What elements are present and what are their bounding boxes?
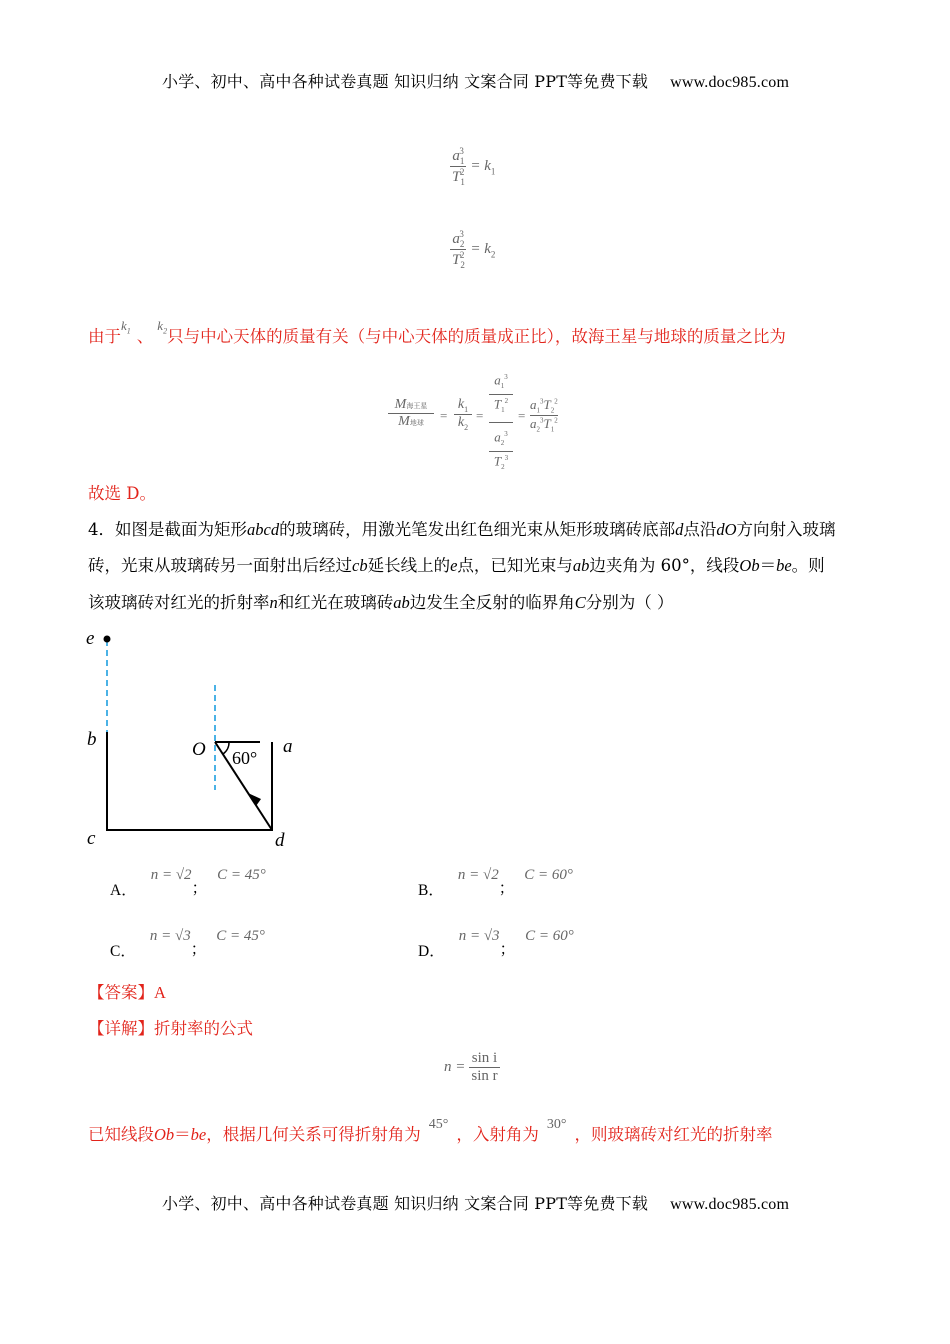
refraction-formula: n = $\frac{\text{sin i}}{\text{sin r}}$: [444, 1050, 498, 1084]
footer-text: 小学、初中、高中各种试卷真题 知识归纳 文案合同 PPT等免费下载: [162, 1194, 649, 1213]
label-b: b: [87, 729, 97, 750]
glass-brick-outline: [107, 732, 272, 830]
footer-site[interactable]: www.doc985.com: [670, 1196, 790, 1213]
question-line-1: 4．如图是截面为矩形abcd的玻璃砖，用激光笔发出红色细光束从矩形玻璃砖底部d点沿dO方向射入玻璃: [88, 520, 836, 539]
glass-brick-figure: [80, 620, 320, 860]
explanation-line: 由于$^{k_1}$ 、$^{k_2}$只与中心天体的质量有关（与中心天体的质量成正比），故海王星与地球的质量之比为: [88, 318, 786, 346]
label-angle: 60°: [232, 748, 258, 768]
label-o: O: [192, 739, 206, 760]
page-header: [162, 69, 789, 92]
label-c: c: [87, 828, 96, 849]
option-b[interactable]: B．n = √2；C = 60°: [418, 867, 573, 899]
header-text: 小学、初中、高中各种试卷真题 知识归纳 文案合同 PPT等免费下载: [162, 72, 649, 91]
equation-kepler-1: $\frac{a_1^3}{T_1^2}$ = $k_1$: [452, 146, 496, 187]
angle-45: 45°: [428, 1117, 449, 1132]
point-e: [104, 636, 111, 643]
header-site[interactable]: www.doc985.com: [670, 74, 790, 91]
label-e: e: [86, 628, 95, 649]
page-footer: [162, 1191, 789, 1214]
angle-30: 30°: [546, 1117, 567, 1132]
detail-line: 【详解】折射率的公式: [88, 1019, 253, 1038]
question-line-2: 砖，光束从玻璃砖另一面射出后经过cb延长线上的e点，已知光束与ab边夹角为 60°，线段Ob＝be。则: [88, 556, 825, 575]
question-line-3: 该玻璃砖对红光的折射率n和红光在玻璃砖ab边发生全反射的临界角C分别为（ ）: [88, 593, 674, 612]
label-a: a: [283, 736, 293, 757]
equation-mass-ratio: M海王星 M地球 = $k_1$ $k_2$ = $a_1^3$ $T_1^2$ $a_2^3$ $T_2^3$ = $a_1^3T_2^2$ $a_2^3T_1^2$: [388, 372, 578, 466]
k2-symbol: k2: [157, 318, 168, 336]
choose-line: 故选 D。: [88, 484, 156, 503]
option-a[interactable]: A．n = √2；C = 45°: [110, 867, 266, 899]
answer-line: 【答案】A: [88, 983, 166, 1002]
option-d[interactable]: D．n = √3；C = 60°: [418, 928, 574, 960]
label-d: d: [275, 830, 285, 851]
angle-arc: [223, 742, 229, 754]
k1-symbol: k1: [121, 318, 131, 336]
last-line: 已知线段Ob＝be，根据几何关系可得折射角为$^{45^\circ}$，入射角为$^{30^\circ}$，则玻璃砖对红光的折射率: [88, 1117, 773, 1144]
options-grid: [110, 862, 810, 962]
option-c[interactable]: C．n = √3；C = 45°: [110, 928, 265, 960]
equation-kepler-2: $\frac{a_2^3}{T_2^2}$ = $k_2$: [452, 229, 496, 270]
